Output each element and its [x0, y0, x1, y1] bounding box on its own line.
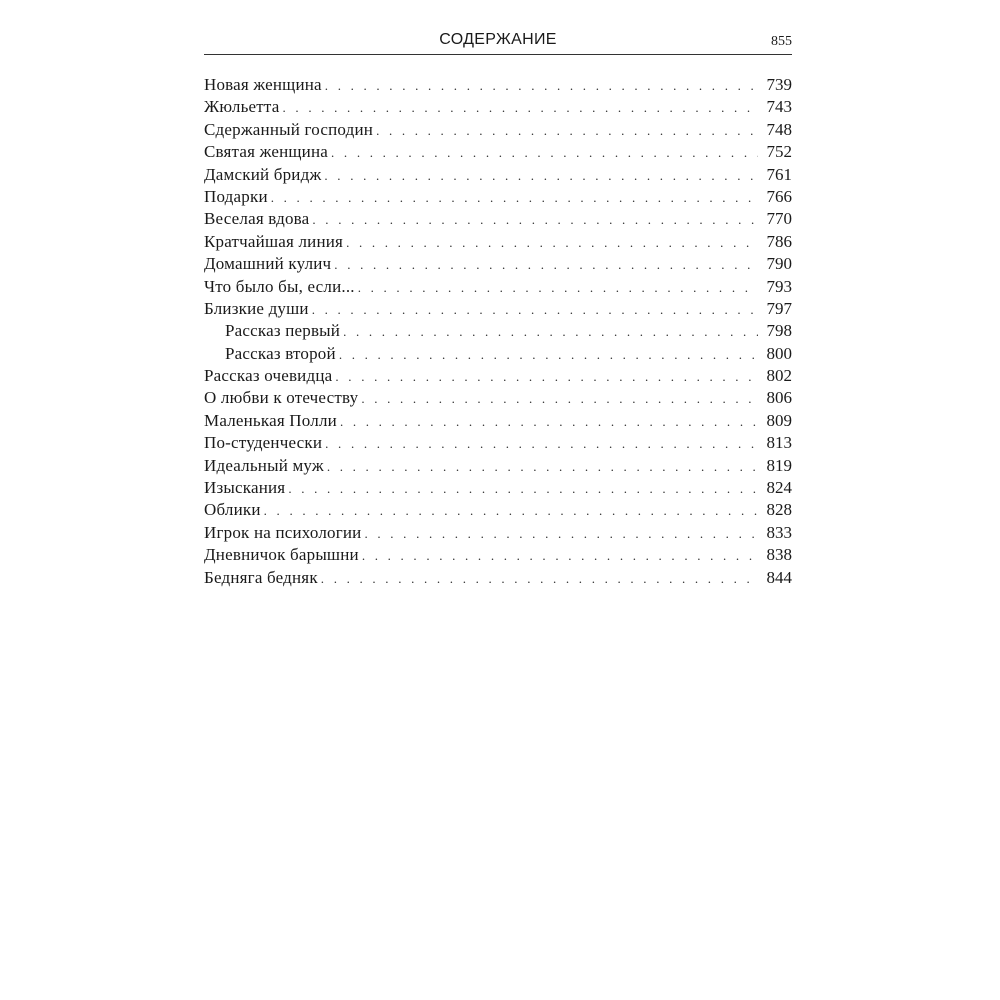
toc-entry	[204, 410, 792, 432]
dot-leader	[264, 500, 758, 522]
toc-entry-title: Кратчайшая линия	[204, 231, 344, 251]
toc-entry	[204, 499, 792, 521]
dot-leader	[325, 433, 758, 455]
toc-entry-title: Новая женщина	[204, 75, 322, 94]
dot-leader	[312, 299, 758, 321]
dot-leader	[283, 97, 758, 119]
toc-entry-page: 800	[766, 343, 792, 363]
toc-entry-page: 838	[766, 545, 792, 565]
dot-leader	[340, 411, 758, 433]
toc-entry-page: 793	[766, 276, 792, 296]
toc-entry-page: 761	[766, 164, 792, 184]
toc-entry-title: Маленькая Полли	[204, 410, 337, 430]
toc-entry-page: 770	[766, 209, 792, 229]
toc-entry-title: Домашний кулич	[204, 254, 332, 274]
dot-leader	[343, 321, 758, 343]
dot-leader	[312, 209, 758, 231]
dot-leader	[339, 344, 758, 366]
toc-entry-title: Подарки	[204, 186, 268, 206]
toc-entry-title: Игрок на психологии	[204, 522, 362, 542]
dot-leader	[361, 388, 758, 410]
page-header	[204, 28, 792, 55]
toc-entry-page: 766	[766, 186, 792, 206]
toc-entry	[204, 141, 792, 163]
dot-leader	[358, 277, 758, 299]
toc-entry	[204, 522, 792, 544]
toc-entry	[204, 567, 792, 589]
toc-entry-page: 748	[766, 119, 792, 139]
page-number: 855	[771, 34, 792, 49]
running-title: СОДЕРЖАНИЕ	[439, 31, 557, 48]
toc-entry-page: 819	[766, 455, 792, 475]
toc-entry-page: 790	[766, 254, 792, 274]
dot-leader	[376, 120, 758, 142]
toc-entry-title: Дневничок барышни	[204, 545, 359, 565]
toc-entry-title: О любви к отечеству	[204, 388, 359, 408]
dot-leader	[334, 254, 758, 276]
table-of-contents	[204, 74, 792, 589]
toc-entry	[204, 74, 792, 96]
dot-leader	[288, 478, 758, 500]
toc-entry-title: Бедняга бедняк	[204, 567, 318, 587]
toc-entry-page: 786	[766, 231, 792, 251]
toc-entry-page: 798	[766, 321, 792, 341]
toc-entry-page: 824	[766, 478, 792, 498]
toc-entry	[204, 208, 792, 230]
toc-entry	[204, 477, 792, 499]
toc-entry	[204, 96, 792, 118]
toc-entry-page: 752	[766, 142, 792, 162]
toc-entry	[204, 544, 792, 566]
toc-entry-title: Рассказ первый	[225, 321, 341, 341]
toc-entry	[204, 253, 792, 275]
toc-entry	[204, 365, 792, 387]
toc-entry-title: Близкие души	[204, 298, 309, 318]
toc-entry-page: 743	[766, 97, 792, 117]
toc-entry	[204, 432, 792, 454]
toc-entry-title: Веселая вдова	[204, 209, 310, 229]
toc-entry-title: Дамский бридж	[204, 164, 322, 184]
toc-entry-page: 828	[766, 500, 792, 520]
dot-leader	[346, 232, 758, 254]
toc-entry-title: Сдержанный господин	[204, 119, 374, 139]
toc-entry	[204, 455, 792, 477]
toc-entry-page: 806	[766, 388, 792, 408]
toc-subentry	[204, 320, 792, 342]
toc-entry	[204, 387, 792, 409]
toc-entry	[204, 231, 792, 253]
dot-leader	[271, 187, 758, 209]
dot-leader	[321, 568, 758, 590]
toc-entry-title: Идеальный муж	[204, 455, 324, 475]
toc-entry	[204, 276, 792, 298]
toc-entry-page: 833	[766, 522, 792, 542]
toc-entry-page: 802	[766, 366, 792, 386]
toc-entry-title: Что было бы, если...	[204, 276, 355, 296]
toc-entry-title: Жюльетта	[204, 97, 280, 117]
toc-entry-title: Святая женщина	[204, 142, 329, 162]
toc-entry-title: Облики	[204, 500, 261, 520]
toc-entry-page: 809	[766, 410, 792, 430]
toc-entry	[204, 164, 792, 186]
dot-leader	[362, 545, 758, 567]
dot-leader	[364, 523, 758, 545]
toc-entry-page: 813	[766, 433, 792, 453]
toc-entry	[204, 186, 792, 208]
toc-entry-title: Изыскания	[204, 478, 286, 498]
toc-entry-title: По-студенчески	[204, 433, 323, 453]
dot-leader	[335, 366, 758, 388]
dot-leader	[331, 142, 758, 164]
toc-entry-title: Рассказ второй	[225, 343, 336, 363]
toc-entry-page: 797	[766, 298, 792, 318]
toc-entry-page: 739	[766, 75, 792, 94]
toc-subentry	[204, 343, 792, 365]
dot-leader	[325, 75, 758, 97]
toc-entry-title: Рассказ очевидца	[204, 366, 333, 386]
toc-entry	[204, 298, 792, 320]
toc-entry-page: 844	[766, 567, 792, 587]
dot-leader	[327, 456, 758, 478]
toc-entry	[204, 119, 792, 141]
dot-leader	[324, 165, 758, 187]
